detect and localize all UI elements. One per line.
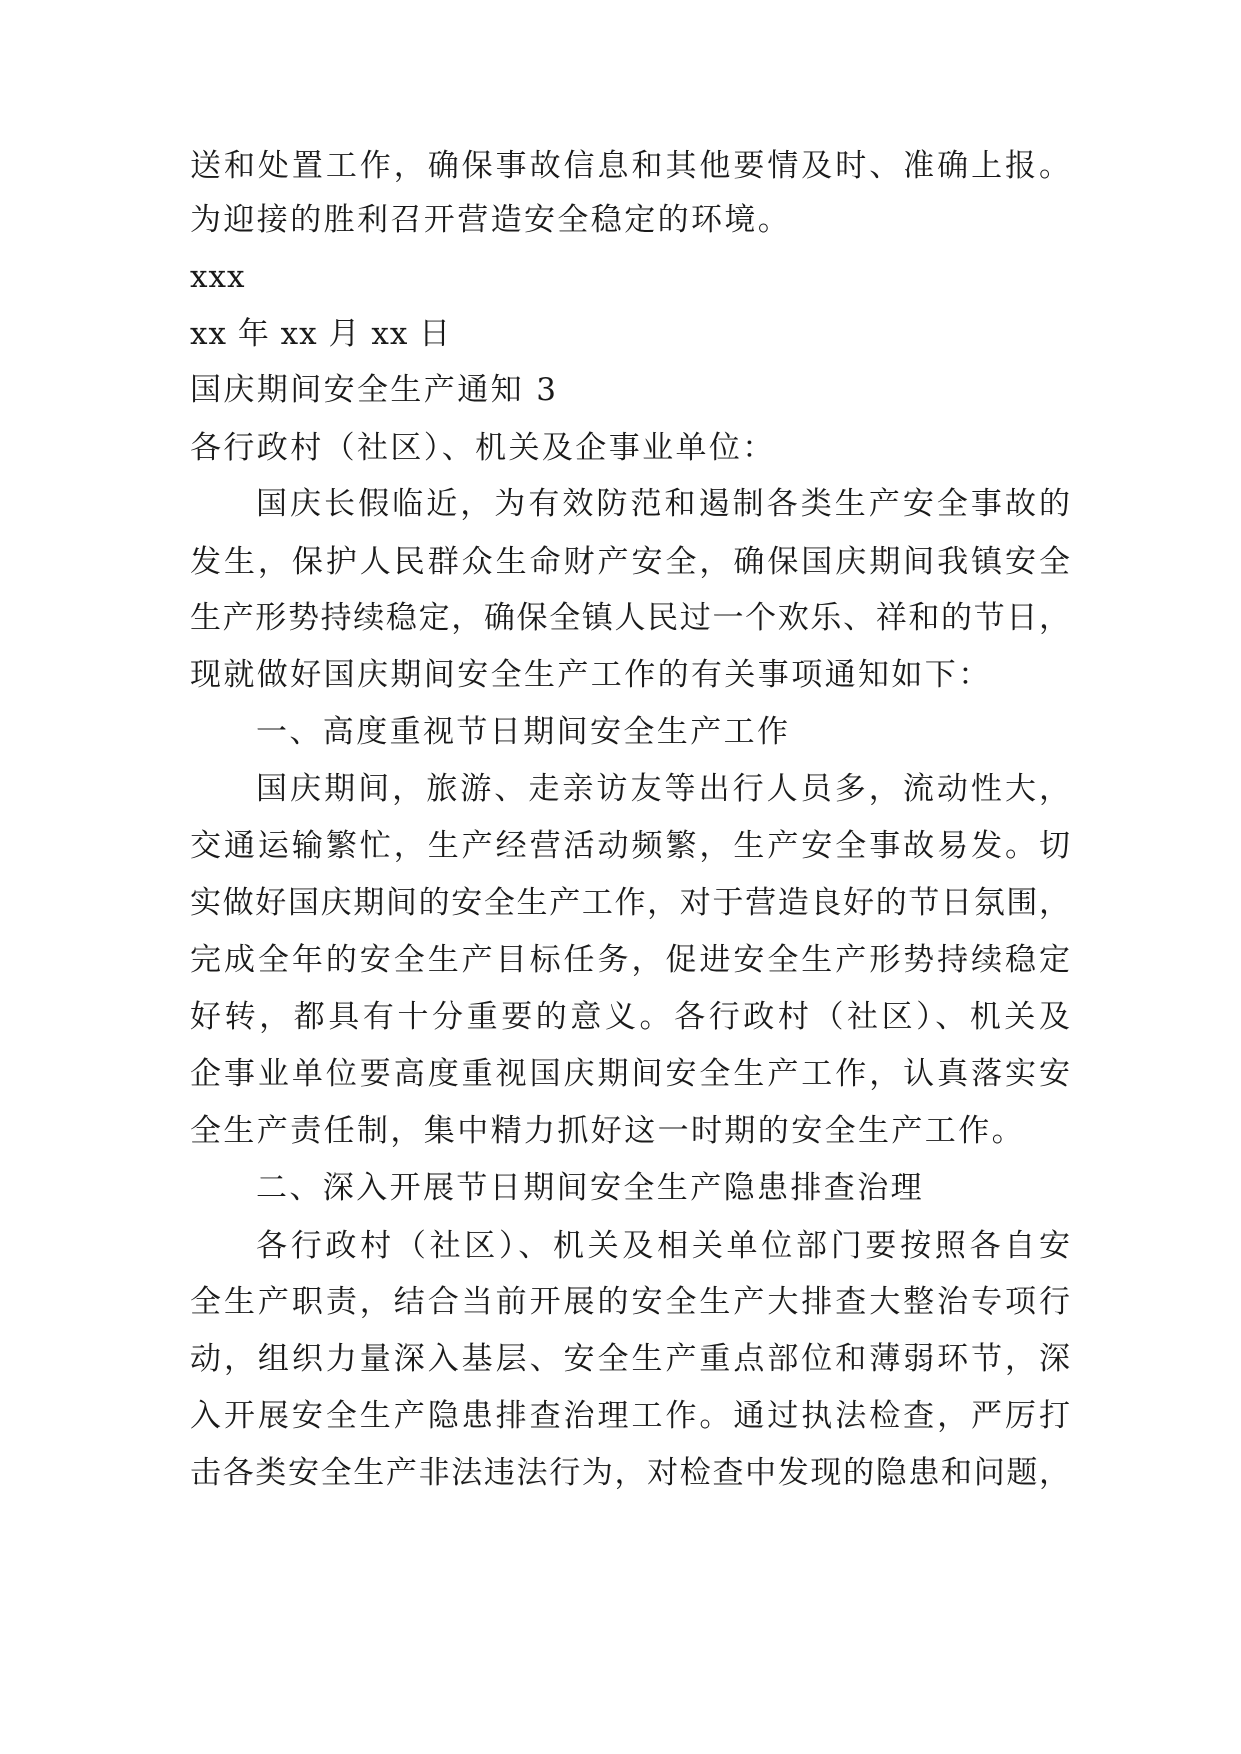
paragraph-line: 生产形势持续稳定，确保全镇人民过一个欢乐、祥和的节日， <box>190 600 1070 636</box>
heading-1: 一、高度重视节日期间安全生产工作 <box>256 714 791 750</box>
paragraph-line: 现就做好国庆期间安全生产工作的有关事项通知如下： <box>190 657 992 693</box>
paragraph-line: 企事业单位要高度重视国庆期间安全生产工作，认真落实安 <box>190 1056 1070 1092</box>
text-line: 送和处置工作，确保事故信息和其他要情及时、准确上报。 <box>190 148 1070 184</box>
paragraph-line: 交通运输繁忙，生产经营活动频繁，生产安全事故易发。切 <box>190 828 1070 864</box>
signature-date: xx 年 xx 月 xx 日 <box>190 316 452 352</box>
paragraph-line: 国庆期间，旅游、走亲访友等出行人员多，流动性大， <box>256 771 1070 807</box>
paragraph-line: 动，组织力量深入基层、安全生产重点部位和薄弱环节，深 <box>190 1341 1070 1377</box>
text-line: 为迎接的胜利召开营造安全稳定的环境。 <box>190 202 792 238</box>
heading-2: 二、深入开展节日期间安全生产隐患排查治理 <box>256 1170 924 1206</box>
paragraph-line: 好转，都具有十分重要的意义。各行政村（社区）、机关及 <box>190 999 1070 1035</box>
paragraph-line: 全生产责任制，集中精力抓好这一时期的安全生产工作。 <box>190 1113 1025 1149</box>
paragraph-line: 击各类安全生产非法违法行为，对检查中发现的隐患和问题， <box>190 1455 1070 1491</box>
paragraph-line: 完成全年的安全生产目标任务，促进安全生产形势持续稳定 <box>190 942 1070 978</box>
paragraph-line: 国庆长假临近，为有效防范和遏制各类生产安全事故的 <box>256 486 1070 522</box>
section-title: 国庆期间安全生产通知 3 <box>190 372 559 408</box>
salutation: 各行政村（社区）、机关及企事业单位： <box>190 430 776 466</box>
paragraph-line: 全生产职责，结合当前开展的安全生产大排查大整治专项行 <box>190 1284 1070 1320</box>
paragraph-line: 发生，保护人民群众生命财产安全，确保国庆期间我镇安全 <box>190 544 1070 580</box>
signature-name: xxx <box>190 259 246 295</box>
paragraph-line: 各行政村（社区）、机关及相关单位部门要按照各自安 <box>256 1228 1070 1264</box>
paragraph-line: 实做好国庆期间的安全生产工作，对于营造良好的节日氛围， <box>190 885 1070 921</box>
paragraph-line: 入开展安全生产隐患排查治理工作。通过执法检查，严厉打 <box>190 1398 1070 1434</box>
